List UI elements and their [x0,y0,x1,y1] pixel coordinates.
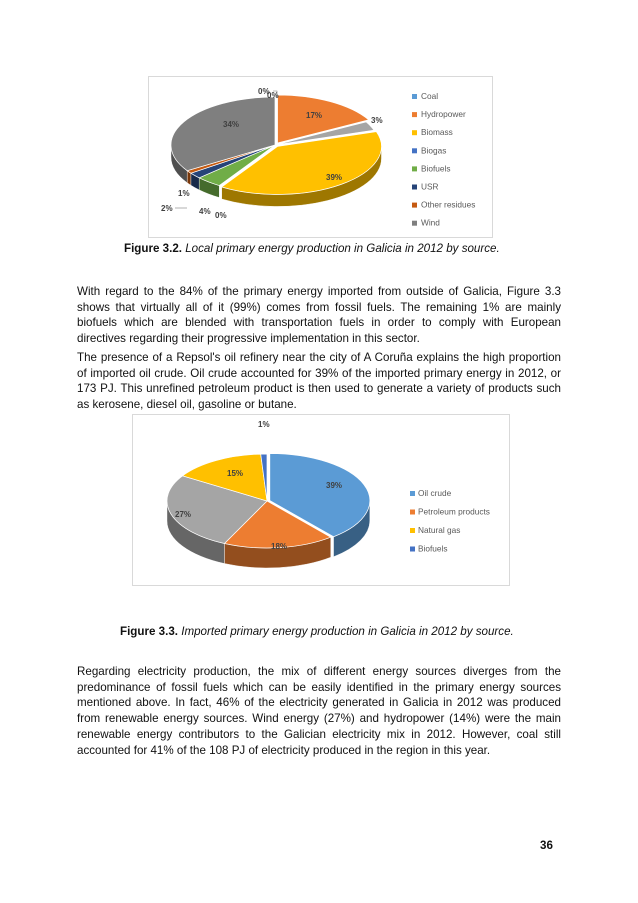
data-label: 18% [271,542,288,551]
legend-swatch [410,547,415,552]
legend-entry: Oil crude [418,488,452,498]
legend-swatch [412,166,417,171]
data-label: 17% [306,111,323,120]
paragraph-repsol-refinery: The presence of a Repsol's oil refinery near the city of A Coruña explains the high proportion of imported oil crude. Oil crude accounted for 39% of the imported primary energy in 2012, or 173 PJ. This unrefined petroleum product is then used to generate a variety of products such as kerosene, diesel oil, gasoline or butane. [77,351,561,412]
paragraph-electricity-production: Regarding electricity production, the mix of different energy sources diverges from the predominance of fossil fuels which can be easily identified in the primary energy sources mentioned above. In fact, 46% of the electricity generated in Galicia in 2012 was produced from renewable energy sources. Wind energy (27%) and hydropower (14%) were the main renewable energy contributors to the Galician electricity mix in 2012. However, coal still accounted for 41% of the 108 PJ of electricity produced in the region in this year. [77,665,561,757]
caption-text: Imported primary energy production in Galicia in 2012 by source. [178,625,514,638]
data-label: 27% [175,510,192,519]
paragraph-imported-energy: With regard to the 84% of the primary energy imported from outside of Galicia, Figure 3.3 shows that virtually all of it (99%) comes from fossil fuels. The remaining 1% are mainly biofuels which are blended with transportation fuels in order to comply with European directives regarding their progressive implementation in this sector. [77,285,561,346]
data-label: 4% [199,207,211,216]
legend-swatch [412,94,417,99]
data-label: 0% [267,91,279,100]
caption-label: Figure 3.3. [120,625,178,638]
data-label: 34% [223,120,240,129]
legend-entry: Biofuels [421,163,451,174]
page-number: 36 [540,839,553,852]
figure-3-3-caption [120,625,514,638]
legend-swatch [410,510,415,515]
legend-entry: USR [421,181,439,192]
caption-label: Figure 3.2. [124,242,182,255]
pie-chart-local-production [149,77,494,239]
legend-swatch [412,203,417,208]
legend-swatch [410,491,415,496]
data-label: 2% [161,204,173,213]
legend-entry: Coal [421,91,439,101]
data-label: 1% [258,420,270,429]
legend-swatch [410,528,415,533]
pie-chart-imported-production [133,415,511,587]
legend-entry: Petroleum products [418,506,490,517]
data-label: 0% [215,211,227,220]
legend-entry: Wind [421,217,440,228]
figure-3-2-chart [148,76,493,238]
legend-swatch [412,185,417,190]
legend-swatch [412,221,417,226]
data-label: 15% [227,469,244,478]
caption-text: Local primary energy production in Galicia in 2012 by source. [182,242,500,255]
data-label: 3% [371,116,383,125]
legend-entry: Biogas [421,145,447,156]
legend-swatch [412,148,417,153]
legend-entry: Biomass [421,127,453,138]
data-label: 1% [178,189,190,198]
legend-entry: Other residues [421,199,476,210]
data-label: 0% [258,87,270,96]
legend-entry: Natural gas [418,525,461,535]
legend-entry: Biofuels [418,543,448,554]
figure-3-2-caption [124,242,500,255]
legend-entry: Hydropower [421,109,466,120]
data-label: 39% [326,173,343,182]
legend-swatch [412,112,417,117]
figure-3-3-chart [132,414,510,586]
data-label: 39% [326,481,343,490]
legend-swatch [412,130,417,135]
